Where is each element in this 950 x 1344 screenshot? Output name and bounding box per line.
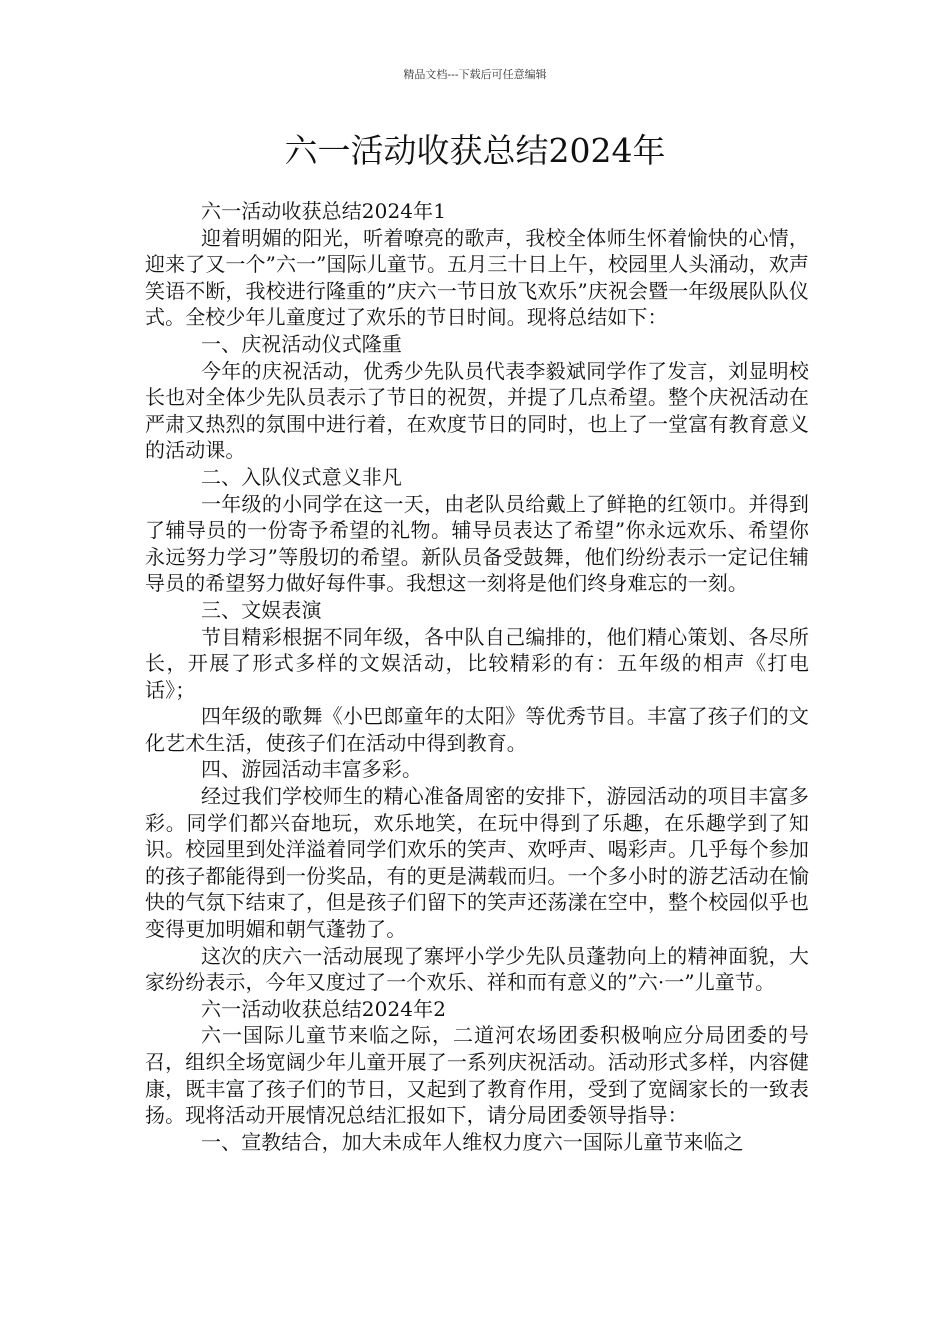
- paragraph: 一年级的小同学在这一天，由老队员给戴上了鲜艳的红领巾。并得到了辅导员的一份寄予希望的礼物。辅导员表达了希望”你永远欢乐、希望你永远努力学习”等殷切的希望。新队员备受鼓舞，他们纷纷表示一定记住辅导员的希望努力做好每件事。我想这一刻将是他们终身难忘的一刻。: [145, 491, 809, 596]
- section-heading: 三、文娱表演: [201, 597, 322, 622]
- paragraph: 节目精彩根据不同年级，各中队自己编排的，他们精心策划、各尽所长，开展了形式多样的文娱活动，比较精彩的有：五年级的相声《打电话》；: [145, 624, 809, 702]
- paragraph: 今年的庆祝活动，优秀少先队员代表李毅斌同学作了发言，刘显明校长也对全体少先队员表示了节日的祝贺，并提了几点希望。整个庆祝活动在严肃又热烈的氛围中进行着，在欢度节日的同时，也上了一堂富有教育意义的活动课。: [145, 358, 809, 463]
- section-heading: 四、游园活动丰富多彩。: [201, 757, 423, 782]
- paragraph: 一、宣教结合，加大未成年人维权力度六一国际儿童节来临之: [201, 1129, 744, 1154]
- document-body: [145, 198, 809, 1155]
- section-heading: 六一活动收获总结2024年1: [201, 199, 447, 223]
- paragraph: 迎着明媚的阳光，听着嘹亮的歌声，我校全体师生怀着愉快的心情，迎来了又一个”六一”国际儿童节。五月三十日上午，校园里人头涌动，欢声笑语不断，我校进行隆重的”庆六一节日放飞欢乐”庆祝会暨一年级展队队仪式。全校少年儿童度过了欢乐的节日时间。现将总结如下：: [145, 225, 809, 330]
- document-title: 六一活动收获总结2024年: [284, 131, 666, 170]
- section-heading: 六一活动收获总结2024年2: [201, 996, 447, 1021]
- section-heading: 二、入队仪式意义非凡: [201, 464, 402, 489]
- paragraph: 四年级的歌舞《小巴郎童年的太阳》等优秀节目。丰富了孩子们的文化艺术生活，使孩子们在活动中得到教育。: [145, 704, 809, 755]
- section-heading: 一、庆祝活动仪式隆重: [201, 331, 402, 356]
- paragraph: 经过我们学校师生的精心准备周密的安排下，游园活动的项目丰富多彩。同学们都兴奋地玩，欢乐地笑，在玩中得到了乐趣，在乐趣学到了知识。校园里到处洋溢着同学们欢乐的笑声、欢呼声、喝彩声。几乎每个参加的孩子都能得到一份奖品，有的更是满载而归。一个多小时的游艺活动在愉快的气氛下结束了，但是孩子们留下的笑声还荡漾在空中，整个校园似乎也变得更加明媚和朝气蓬勃了。: [145, 784, 809, 942]
- header-note: 精品文档---下载后可任意编辑: [403, 68, 547, 81]
- paragraph: 六一国际儿童节来临之际，二道河农场团委积极响应分局团委的号召，组织全场宽阔少年儿童开展了一系列庆祝活动。活动形式多样，内容健康，既丰富了孩子们的节日，又起到了教育作用，受到了宽阔家长的一致表扬。现将活动开展情况总结汇报如下，请分局团委领导指导：: [145, 1023, 809, 1128]
- paragraph: 这次的庆六一活动展现了寨坪小学少先队员蓬勃向上的精神面貌，大家纷纷表示，今年又度过了一个欢乐、祥和而有意义的”六·一”儿童节。: [145, 943, 809, 995]
